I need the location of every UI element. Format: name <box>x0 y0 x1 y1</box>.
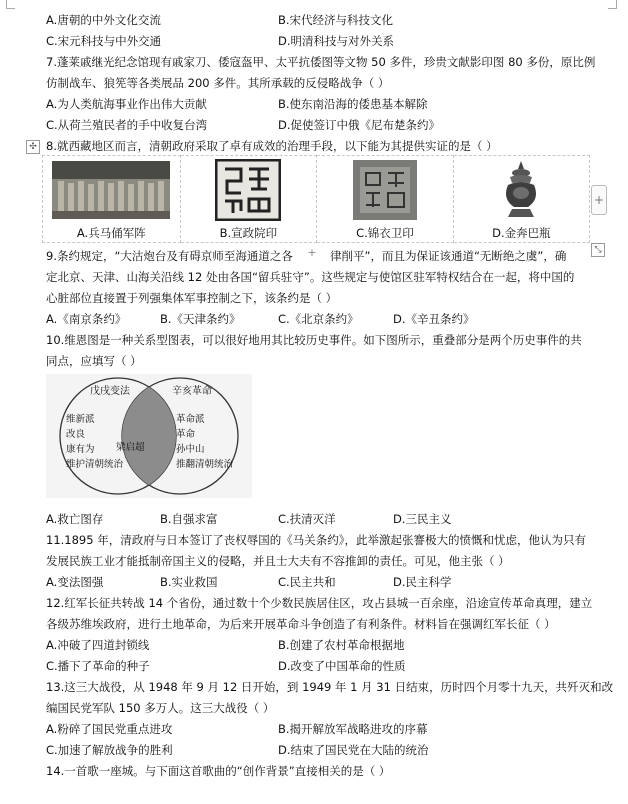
q13-option-c: C.加速了解放战争的胜利 <box>46 743 173 757</box>
q10-option-a: A.救亡图存 <box>46 512 104 526</box>
q6-option-a: A.唐朝的中外文化交流 <box>46 13 161 27</box>
q13-option-a: A.粉碎了国民党重点进攻 <box>46 722 173 736</box>
q9-stem-line1-part2: 律削平”，而且为保证该通道“无断绝之虞”，确 <box>330 249 567 263</box>
q7-option-b: B.使东南沿海的倭患基本解除 <box>278 97 428 111</box>
q8-caption-b: B.宣政院印 <box>219 226 278 240</box>
q7-option-c: C.从荷兰殖民者的手中收复台湾 <box>46 118 208 132</box>
q7-option-d: D.促使签订中俄《尼布楚条约》 <box>278 118 441 132</box>
venn-right-item: 推翻清朝统治 <box>176 459 234 470</box>
q8-stem-line1: 8.就西藏地区而言，清朝政府采取了卓有成效的治理手段，以下能为其提供实证的是（ ） <box>46 139 498 153</box>
q10-option-b: B.自强求富 <box>160 512 218 526</box>
jinyiwei-seal-image <box>317 156 453 224</box>
q11-option-a: A.变法图强 <box>46 575 104 589</box>
q9-option-b: B.《天津条约》 <box>160 312 241 326</box>
q8-caption-c: C.锦衣卫印 <box>356 226 414 240</box>
venn-left-item: 康有为 <box>66 444 95 455</box>
q7-stem-line2: 仿制战车、狼筅等各类展品 200 多件。其所承载的反侵略战争（ ） <box>46 76 390 90</box>
q8-caption-a: A.兵马俑军阵 <box>76 226 146 240</box>
q6-option-d: D.明清科技与对外关系 <box>278 34 395 48</box>
terracotta-army-image <box>43 156 180 224</box>
q13-option-b: B.揭开解放军战略进攻的序幕 <box>278 722 428 736</box>
q8-caption-d: D.金奔巴瓶 <box>492 226 551 240</box>
xuanzhengyuan-seal-image <box>181 156 317 224</box>
venn-right-item: 孙中山 <box>176 444 205 455</box>
q8-image-table <box>42 155 590 243</box>
venn-left-extra: 梁启超 <box>116 442 145 453</box>
venn-left-item: 改良 <box>66 429 86 440</box>
q9-stem-line2: 定北京、天津、山海关沿线 12 处由各国“留兵驻守”。这些规定与使馆区驻军特权结合在一起，将中国的 <box>46 270 575 284</box>
q13-stem-line1: 13.这三大战役，从 1948 年 9 月 12 日开始，到 1949 年 1 月 31 日结束，历时四个月零十九天，共歼灭和改 <box>46 680 614 694</box>
q6-option-b: B.宋代经济与科技文化 <box>278 13 394 27</box>
add-row-button[interactable]: + <box>302 247 322 259</box>
venn-right-item: 革命派 <box>176 414 205 425</box>
q13-stem-line2: 编国民党军队 150 多万人。这三大战役（ ） <box>46 701 275 715</box>
q11-option-b: B.实业救国 <box>160 575 218 589</box>
q11-stem-line2: 发展民族工业才能抵制帝国主义的侵略，并且士大夫有不容推卸的责任。可见，他主张（ ） <box>46 554 510 568</box>
q12-stem-line1: 12.红军长征共转战 14 个省份，通过数十个少数民族居住区，攻占县城一百余座，沿途宣传革命真理，建立 <box>46 596 593 610</box>
venn-left-title: 戊戌变法 <box>90 386 130 397</box>
q9-stem-line1-part1: 9.条约规定，“大沽炮台及有碍京师至海通道之各 <box>46 249 293 263</box>
q10-option-d: D.三民主义 <box>393 512 452 526</box>
q6-option-c: C.宋元科技与中外交通 <box>46 34 162 48</box>
venn-left-item: 维新派 <box>66 414 95 425</box>
page-corner-mark-right <box>608 0 617 9</box>
q12-option-a: A.冲破了四道封锁线 <box>46 638 150 652</box>
q12-option-d: D.改变了中国革命的性质 <box>278 659 406 673</box>
venn-right-item: 革命 <box>176 429 196 440</box>
table-move-handle[interactable]: ✣ <box>26 140 40 154</box>
venn-left-item: 维护清朝统治 <box>66 459 124 470</box>
q11-option-d: D.民主科学 <box>393 575 452 589</box>
q12-stem-line2: 各级苏维埃政府，进行土地革命，为后来开展革命斗争创造了有利条件。材料旨在强调红军长征（ ） <box>46 617 556 631</box>
q9-option-c: C.《北京条约》 <box>278 312 359 326</box>
q11-stem-line1: 11.1895 年，清政府与日本签订了丧权辱国的《马关条约》，此举激起张謇极大的愤慨和忧虑，他认为只有 <box>46 533 586 547</box>
venn-right-title: 辛亥革命 <box>172 386 212 397</box>
q10-option-c: C.扶清灭洋 <box>278 512 336 526</box>
venn-left-items <box>66 412 123 472</box>
q9-option-d: D.《辛丑条约》 <box>393 312 475 326</box>
golden-urn-image <box>454 156 589 224</box>
page-corner-mark-left <box>6 0 15 9</box>
add-column-button[interactable]: + <box>591 185 607 215</box>
q7-option-a: A.为人类航海事业作出伟大贡献 <box>46 97 207 111</box>
venn-diagram <box>46 374 252 498</box>
q10-stem-line1: 10.维恩图是一种关系型图表，可以很好地用其比较历史事件。如下图所示，重叠部分是两个历史事件的共 <box>46 333 582 347</box>
q11-option-c: C.民主共和 <box>278 575 336 589</box>
q9-option-a: A.《南京条约》 <box>46 312 127 326</box>
table-resize-handle[interactable]: ⤡ <box>591 243 605 257</box>
q12-option-c: C.播下了革命的种子 <box>46 659 150 673</box>
q14-stem-line1: 14.一首歌一座城。与下面这首歌曲的“创作背景”直接相关的是（ ） <box>46 764 391 778</box>
q12-option-b: B.创建了农村革命根据地 <box>278 638 405 652</box>
venn-right-items <box>176 412 233 472</box>
q7-stem-line1: 7.蓬莱戚继光纪念馆现有戚家刀、倭寇盔甲、太平抗倭图等文物 50 多件，珍贵文献影印图 80 多份，原比例 <box>46 55 596 69</box>
q10-stem-line2: 同点，应填写（ ） <box>46 354 142 368</box>
q13-option-d: D.结束了国民党在大陆的统治 <box>278 743 429 757</box>
q9-stem-line3: 心脏部位直接置于列强集体军事控制之下，该条约是（ ） <box>46 291 338 305</box>
